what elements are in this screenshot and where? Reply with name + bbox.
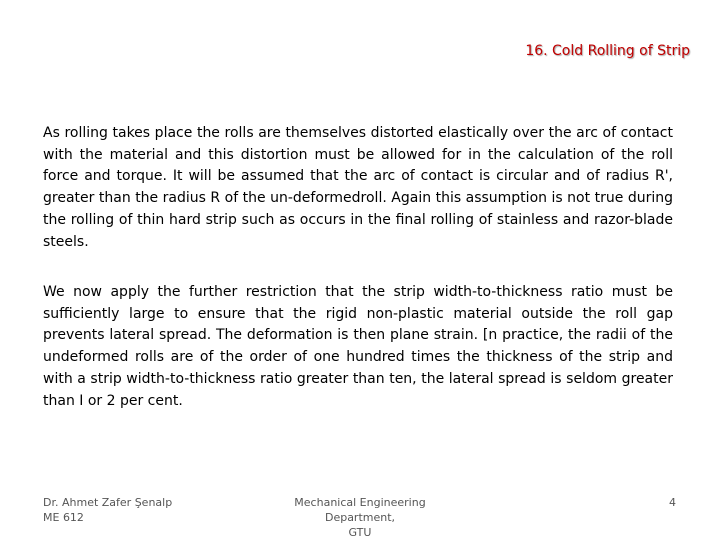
slide-title: 16. Cold Rolling of Strip	[525, 43, 690, 59]
footer-author-block	[43, 495, 172, 525]
body-paragraph-2: We now apply the further restriction that the strip width-to-thickness ratio must be sufficiently large to ensure that the rigid non-plastic material outside the roll gap prevents lateral spread. The deformation is then plane strain. [n practice, the radii of the undeformed rolls are of the order of one hundred times the thickness of the strip and with a strip width-to-thickness ratio greater than ten, the lateral spread is seldom greater than I or 2 per cent.	[43, 284, 673, 409]
body-paragraph-1: As rolling takes place the rolls are themselves distorted elastically over the arc of contact with the material and this distortion must be allowed for in the calculation of the roll force and torque. It will be assumed that the arc of contact is circular and of radius R', greater than the radius R of the un-deformedroll. Again this assumption is not true during the rolling of thin hard strip such as occurs in the final rolling of stainless and razor-blade steels.	[43, 125, 673, 250]
footer-author: Dr. Ahmet Zafer Şenalp	[43, 496, 173, 509]
footer-department: Mechanical Engineering Department,	[294, 496, 426, 524]
footer-institution: GTU	[348, 526, 372, 539]
footer-department-block	[260, 495, 460, 540]
page-number: 4	[669, 496, 676, 509]
footer-course: ME 612	[43, 511, 84, 524]
